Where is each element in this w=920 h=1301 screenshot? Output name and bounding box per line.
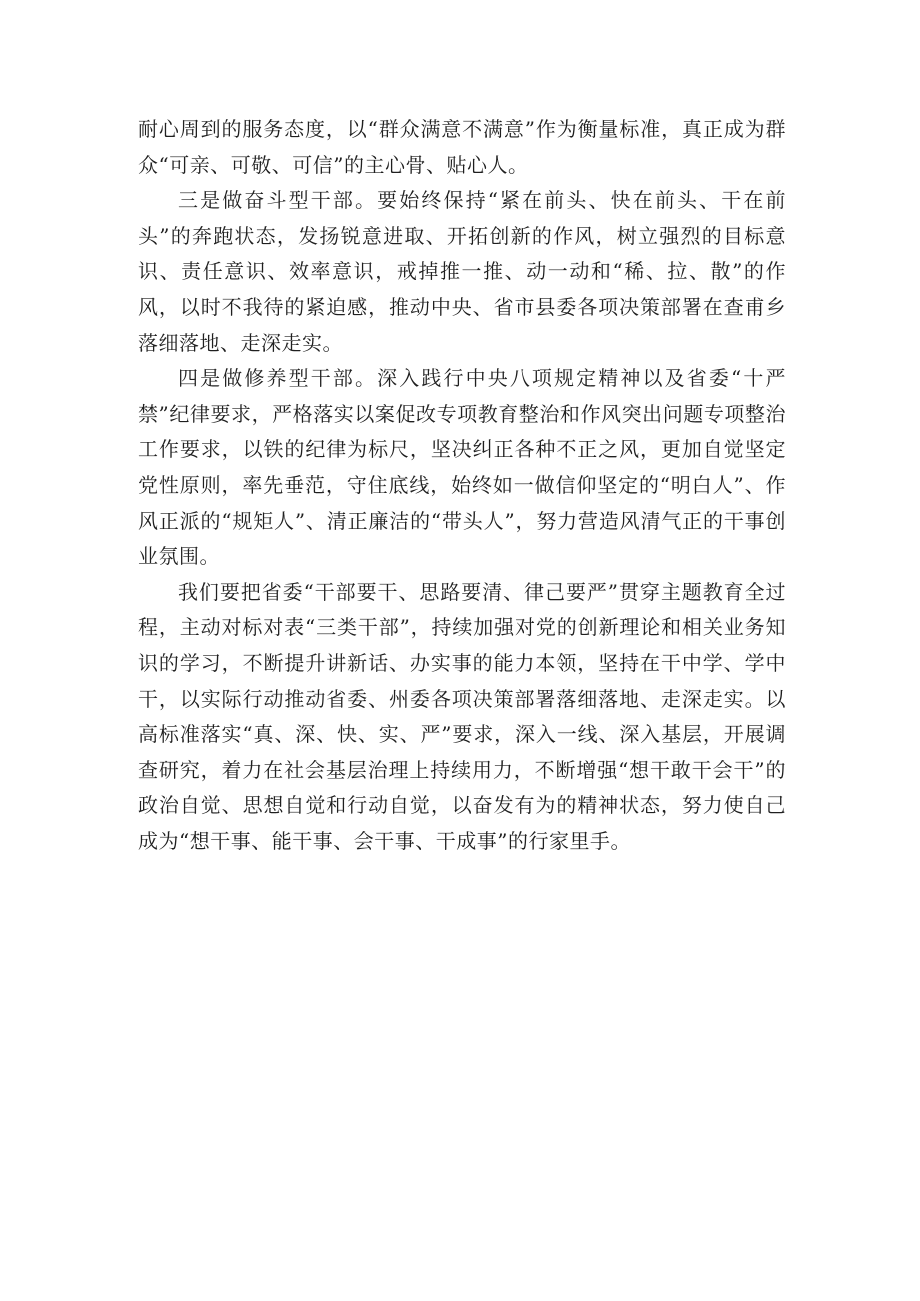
document-body xyxy=(138,112,786,859)
paragraph-conclusion: 我们要把省委“干部要干、思路要清、律己要严”贯穿主题教育全过程，主动对标对表“三类干部”，持续加强对党的创新理论和相关业务知识的学习，不断提升讲新话、办实事的能力本领，坚持在干中学、学中干，以实际行动推动省委、州委各项决策部署落细落地、走深走实。以高标准落实“真、深、快、实、严”要求，深入一线、深入基层，开展调查研究，着力在社会基层治理上持续用力，不断增强“想干敢干会干”的政治自觉、思想自觉和行动自觉，以奋发有为的精神状态，努力使自己成为“想干事、能干事、会干事、干成事”的行家里手。 xyxy=(138,579,786,853)
paragraph-fendou-cadre: 三是做奋斗型干部。要始终保持“紧在前头、快在前头、干在前头”的奔跑状态，发扬锐意进取、开拓创新的作风，树立强烈的目标意识、责任意识、效率意识，戒掉推一推、动一动和“稀、拉、散”的作风，以时不我待的紧迫感，推动中央、省市县委各项决策部署在查甫乡落细落地、走深走实。 xyxy=(138,188,786,355)
paragraph-xiuyang-cadre: 四是做修养型干部。深入践行中央八项规定精神以及省委“十严禁”纪律要求，严格落实以案促改专项教育整治和作风突出问题专项整治工作要求，以铁的纪律为标尺，坚决纠正各种不正之风，更加自觉坚定党性原则，率先垂范，守住底线，始终如一做信仰坚定的“明白人”、作风正派的“规矩人”、清正廉洁的“带头人”，努力营造风清气正的干事创业氛围。 xyxy=(138,366,786,569)
paragraph-continuation: 耐心周到的服务态度，以“群众满意不满意”作为衡量标准，真正成为群众“可亲、可敬、可信”的主心骨、贴心人。 xyxy=(138,117,786,177)
